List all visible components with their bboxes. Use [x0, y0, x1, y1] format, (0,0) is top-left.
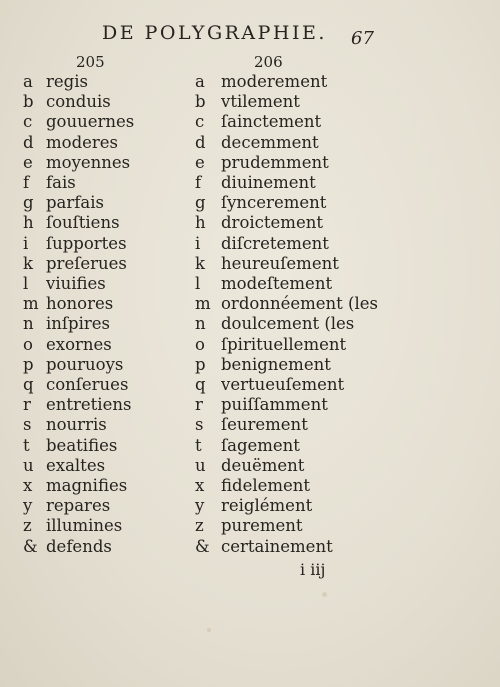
cipher-word: reiglément	[221, 496, 313, 516]
cipher-row	[195, 254, 378, 274]
cipher-word: conduis	[46, 92, 111, 112]
cipher-row	[23, 193, 134, 213]
cipher-row	[195, 153, 378, 173]
cipher-word: ſupportes	[46, 233, 127, 253]
cipher-word: diuinement	[221, 173, 316, 193]
cipher-row	[195, 436, 378, 456]
cipher-letter: y	[23, 496, 33, 516]
cipher-word: ſyncerement	[221, 193, 327, 213]
cipher-word: viuifies	[46, 274, 106, 294]
cipher-word: vtilement	[221, 92, 300, 112]
cipher-letter: i	[195, 233, 201, 253]
cipher-letter: b	[195, 92, 206, 112]
cipher-row	[23, 395, 134, 415]
cipher-row	[195, 456, 378, 476]
cipher-row	[195, 92, 378, 112]
column-number-right: 206	[254, 53, 283, 71]
cipher-letter: l	[23, 274, 29, 294]
cipher-row	[23, 436, 134, 456]
cipher-word: repares	[46, 496, 111, 516]
cipher-row	[23, 153, 134, 173]
cipher-letter: p	[195, 354, 206, 374]
cipher-letter: r	[23, 395, 31, 415]
cipher-letter: c	[195, 112, 205, 132]
cipher-row	[195, 112, 378, 132]
cipher-letter: p	[23, 354, 34, 374]
cipher-letter: &	[23, 536, 38, 556]
cipher-row	[195, 496, 378, 516]
cipher-letter: f	[195, 173, 202, 193]
cipher-word: heureuſement	[221, 253, 339, 273]
cipher-word: illumines	[46, 516, 123, 536]
cipher-word: gouuernes	[46, 112, 135, 132]
cipher-letter: &	[195, 536, 210, 556]
cipher-letter: z	[195, 516, 204, 536]
cipher-row	[195, 274, 378, 294]
cipher-word: purement	[221, 516, 303, 536]
cipher-row	[195, 516, 378, 536]
cipher-letter: r	[195, 395, 203, 415]
running-title: DE POLYGRAPHIE.	[102, 22, 327, 44]
cipher-row	[23, 537, 134, 557]
cipher-row	[195, 395, 378, 415]
foxing-spot	[322, 592, 327, 597]
cipher-word: ſainctement	[221, 112, 322, 132]
column-number-left: 205	[76, 53, 105, 71]
cipher-row	[23, 92, 134, 112]
cipher-letter: h	[23, 213, 34, 233]
cipher-row	[23, 314, 134, 334]
cipher-letter: k	[195, 253, 205, 273]
cipher-word: certainement	[221, 536, 333, 556]
cipher-letter: i	[23, 233, 29, 253]
cipher-row	[195, 133, 378, 153]
cipher-letter: u	[195, 455, 206, 475]
cipher-row	[23, 133, 134, 153]
cipher-letter: q	[195, 375, 206, 395]
cipher-letter: b	[23, 92, 34, 112]
cipher-row	[23, 213, 134, 233]
cipher-letter: d	[23, 132, 34, 152]
cipher-row	[195, 355, 378, 375]
cipher-letter: t	[23, 435, 30, 455]
cipher-word: ſouſtiens	[46, 213, 120, 233]
cipher-word: exaltes	[46, 455, 106, 475]
cipher-row	[23, 375, 134, 395]
cipher-row	[23, 112, 134, 132]
cipher-letter: g	[195, 193, 206, 213]
cipher-row	[195, 72, 378, 92]
cipher-letter: h	[195, 213, 206, 233]
cipher-letter: a	[195, 72, 205, 91]
cipher-word: vertueuſement	[221, 375, 345, 395]
cipher-letter: o	[23, 334, 33, 354]
cipher-word: moderement	[221, 72, 328, 91]
cipher-word: decemment	[221, 132, 319, 152]
cipher-letter: n	[195, 314, 206, 334]
cipher-row	[23, 335, 134, 355]
cipher-letter: l	[195, 274, 201, 294]
cipher-row	[195, 314, 378, 334]
cipher-word: droictement	[221, 213, 323, 233]
cipher-row	[195, 415, 378, 435]
cipher-letter: g	[23, 193, 34, 213]
cipher-word: parfais	[46, 193, 104, 213]
cipher-row	[195, 375, 378, 395]
cipher-word: preſerues	[46, 253, 127, 273]
cipher-row	[195, 335, 378, 355]
foxing-spot	[207, 628, 211, 632]
cipher-letter: m	[195, 294, 211, 314]
cipher-row	[23, 476, 134, 496]
cipher-letter: a	[23, 72, 33, 91]
cipher-word: modeſtement	[221, 274, 333, 294]
cipher-letter: s	[195, 415, 204, 435]
cipher-row	[195, 193, 378, 213]
cipher-letter: c	[23, 112, 33, 132]
cipher-word: fais	[46, 173, 76, 193]
cipher-row	[23, 496, 134, 516]
cipher-word: moyennes	[46, 152, 131, 172]
cipher-letter: x	[23, 476, 33, 496]
cipher-word: exornes	[46, 334, 112, 354]
cipher-row	[23, 234, 134, 254]
cipher-word: benignement	[221, 354, 331, 374]
cipher-word: puiſſamment	[221, 395, 328, 415]
cipher-letter: x	[195, 476, 205, 496]
cipher-word: fidelement	[221, 476, 311, 496]
cipher-word: pouruoys	[46, 354, 124, 374]
cipher-letter: s	[23, 415, 32, 435]
cipher-row	[23, 72, 134, 92]
cipher-word: prudemment	[221, 152, 329, 172]
page-number: 67	[351, 28, 374, 49]
cipher-word: inſpires	[46, 314, 110, 334]
cipher-letter: k	[23, 253, 33, 273]
cipher-letter: m	[23, 294, 39, 314]
cipher-word: magnifies	[46, 476, 128, 496]
cipher-word: conſerues	[46, 375, 129, 395]
cipher-row	[195, 234, 378, 254]
cipher-word: moderes	[46, 132, 119, 152]
cipher-row	[23, 274, 134, 294]
cipher-letter: f	[23, 173, 30, 193]
cipher-row	[195, 213, 378, 233]
cipher-word: nourris	[46, 415, 107, 435]
cipher-word: ſagement	[221, 435, 300, 455]
cipher-word: deuëment	[221, 455, 305, 475]
cipher-row	[195, 537, 378, 557]
cipher-letter: e	[23, 152, 33, 172]
cipher-letter: z	[23, 516, 32, 536]
cipher-word: defends	[46, 536, 112, 556]
cipher-letter: q	[23, 375, 34, 395]
signature-mark: i iij	[300, 560, 326, 579]
cipher-word: regis	[46, 72, 88, 91]
cipher-row	[195, 294, 378, 314]
cipher-letter: y	[195, 496, 205, 516]
cipher-letter: o	[195, 334, 205, 354]
cipher-letter: u	[23, 455, 34, 475]
cipher-letter: t	[195, 435, 202, 455]
left-word-column	[23, 72, 134, 557]
cipher-row	[23, 173, 134, 193]
cipher-letter: d	[195, 132, 206, 152]
cipher-word: honores	[46, 294, 114, 314]
cipher-word: diſcretement	[221, 233, 329, 253]
cipher-row	[23, 415, 134, 435]
cipher-word: ſeurement	[221, 415, 308, 435]
cipher-word: beatifies	[46, 435, 118, 455]
cipher-row	[23, 254, 134, 274]
cipher-word: ſpirituellement	[221, 334, 347, 354]
cipher-word: entretiens	[46, 395, 132, 415]
cipher-row	[23, 355, 134, 375]
cipher-row	[23, 516, 134, 536]
right-word-column	[195, 72, 378, 557]
cipher-row	[195, 173, 378, 193]
cipher-row	[23, 456, 134, 476]
cipher-letter: n	[23, 314, 34, 334]
cipher-letter: e	[195, 152, 205, 172]
cipher-row	[23, 294, 134, 314]
cipher-word: doulcement (les	[221, 314, 355, 334]
cipher-word: ordonnéement (les	[221, 294, 378, 314]
cipher-row	[195, 476, 378, 496]
